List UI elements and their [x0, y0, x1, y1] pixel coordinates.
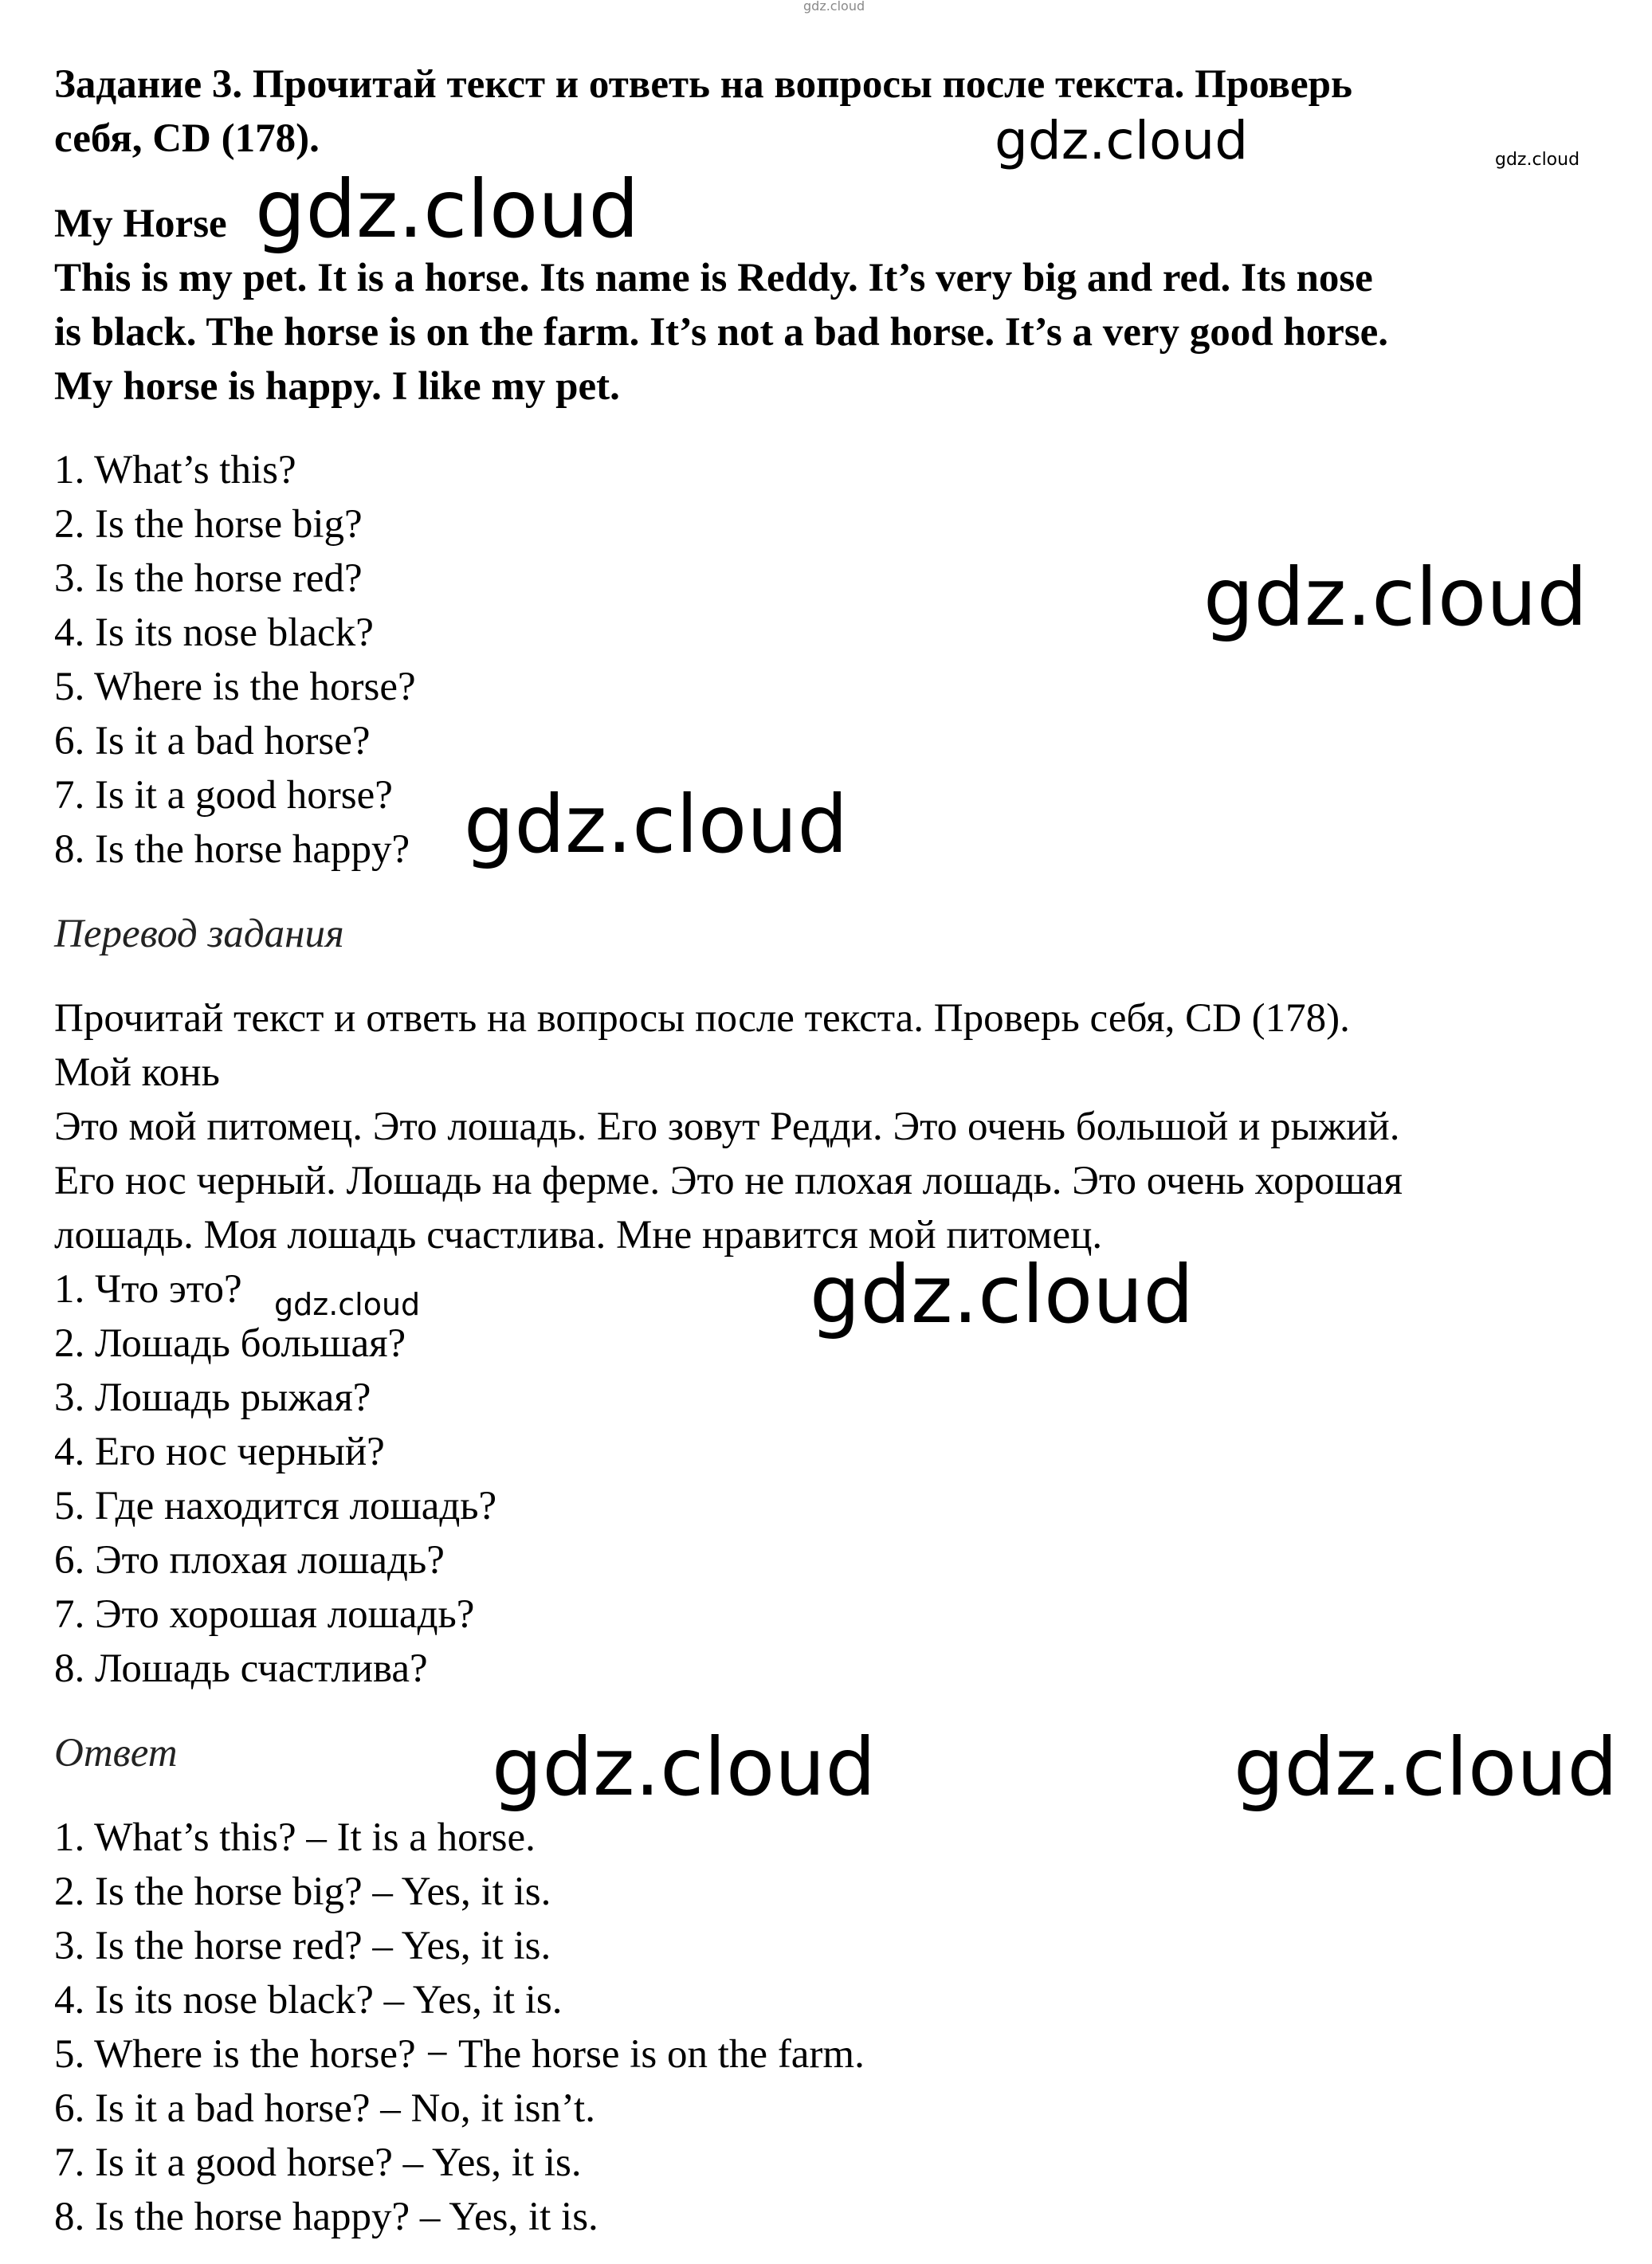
translation-question-item: 4. Его нос черный? — [54, 1430, 385, 1474]
watermark: gdz.cloud — [995, 110, 1249, 171]
watermark: gdz.cloud — [1203, 551, 1588, 644]
translation-instruction: Прочитай текст и ответь на вопросы после текста. Проверь себя, CD (178). — [54, 996, 1350, 1041]
story-line: This is my pet. It is a horse. Its name is Reddy. It’s very big and red. Its nose — [54, 256, 1373, 300]
question-item: 3. Is the horse red? — [54, 556, 363, 601]
answer-item: 8. Is the horse happy? – Yes, it is. — [54, 2195, 598, 2239]
translation-story-line: Это мой питомец. Это лошадь. Его зовут Редди. Это очень большой и рыжий. — [54, 1105, 1400, 1149]
watermark: gdz.cloud — [492, 1721, 877, 1814]
answer-item: 7. Is it a good horse? – Yes, it is. — [54, 2140, 582, 2185]
watermark: gdz.cloud — [803, 0, 865, 14]
question-item: 5. Where is the horse? — [54, 665, 416, 709]
translation-story-line: Его нос черный. Лошадь на ферме. Это не плохая лошадь. Это очень хорошая — [54, 1159, 1403, 1203]
task-title-continued: себя, CD (178). — [54, 116, 320, 161]
translation-question-item: 7. Это хорошая лошадь? — [54, 1592, 475, 1637]
translation-question-item: 2. Лошадь большая? — [54, 1321, 406, 1366]
translation-story-line: лошадь. Моя лошадь счастлива. Мне нравится мой питомец. — [54, 1213, 1103, 1258]
watermark: gdz.cloud — [810, 1248, 1195, 1341]
translation-question-item: 5. Где находится лошадь? — [54, 1484, 497, 1528]
task-title: Задание 3. Прочитай текст и ответь на вопросы после текста. Проверь — [54, 62, 1352, 107]
answer-item: 4. Is its nose black? – Yes, it is. — [54, 1978, 563, 2023]
watermark: gdz.cloud — [464, 778, 849, 871]
story-title: My Horse — [54, 202, 227, 246]
translation-question-item: 8. Лошадь счастлива? — [54, 1646, 428, 1691]
watermark: gdz.cloud — [255, 163, 640, 256]
translation-story-title: Мой конь — [54, 1050, 220, 1095]
translation-heading: Перевод задания — [54, 912, 344, 956]
question-item: 7. Is it a good horse? — [54, 773, 393, 818]
answer-item: 5. Where is the horse? − The horse is on the farm. — [54, 2032, 865, 2077]
watermark: gdz.cloud — [274, 1287, 421, 1322]
story-line: My horse is happy. I like my pet. — [54, 364, 620, 409]
answer-item: 2. Is the horse big? – Yes, it is. — [54, 1870, 551, 1914]
answer-item: 6. Is it a bad horse? – No, it isn’t. — [54, 2086, 595, 2131]
translation-question-item: 1. Что это? — [54, 1267, 242, 1312]
story-line: is black. The horse is on the farm. It’s not a bad horse. It’s a very good horse. — [54, 310, 1389, 355]
question-item: 8. Is the horse happy? — [54, 827, 410, 872]
translation-question-item: 6. Это плохая лошадь? — [54, 1538, 445, 1583]
question-item: 1. What’s this? — [54, 448, 296, 492]
watermark: gdz.cloud — [1234, 1721, 1619, 1814]
answer-heading: Ответ — [54, 1731, 178, 1775]
answer-item: 1. What’s this? – It is a horse. — [54, 1815, 536, 1860]
answer-item: 3. Is the horse red? – Yes, it is. — [54, 1924, 551, 1968]
question-item: 6. Is it a bad horse? — [54, 719, 371, 763]
translation-question-item: 3. Лошадь рыжая? — [54, 1375, 371, 1420]
question-item: 4. Is its nose black? — [54, 610, 374, 655]
watermark: gdz.cloud — [1495, 150, 1580, 170]
question-item: 2. Is the horse big? — [54, 502, 363, 547]
